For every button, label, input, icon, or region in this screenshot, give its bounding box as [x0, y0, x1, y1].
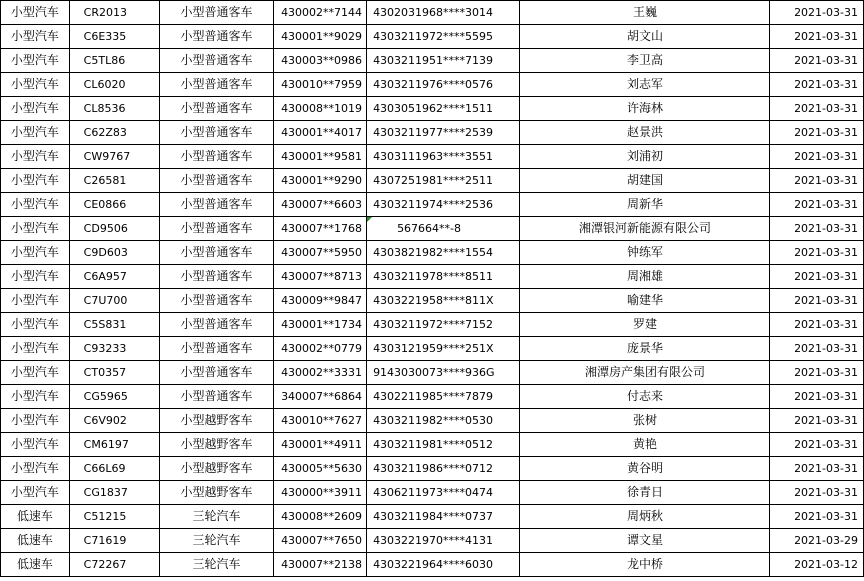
owner-id-cell[interactable]: 4303221964****6030 — [367, 553, 520, 577]
date-cell[interactable]: 2021-03-31 — [770, 25, 864, 49]
owner-id-cell[interactable]: 4303221970****4131 — [367, 529, 520, 553]
date-cell[interactable]: 2021-03-31 — [770, 1, 864, 25]
date-cell[interactable]: 2021-03-31 — [770, 385, 864, 409]
owner-id-cell[interactable]: 4303211974****2536 — [367, 193, 520, 217]
owner-name-cell[interactable]: 湘潭房产集团有限公司 — [520, 361, 770, 385]
date-cell[interactable]: 2021-03-31 — [770, 289, 864, 313]
area-code-cell[interactable]: 430001**4911 — [274, 433, 367, 457]
vehicle-model-cell[interactable]: 小型普通客车 — [159, 241, 273, 265]
vehicle-type-cell[interactable]: 低速车 — [1, 553, 70, 577]
table-row — [1, 289, 864, 313]
table-row — [1, 145, 864, 169]
area-code-cell[interactable]: 430010**7627 — [274, 409, 367, 433]
owner-name-cell[interactable]: 张树 — [520, 409, 770, 433]
vehicle-type-cell[interactable]: 小型汽车 — [1, 121, 70, 145]
area-code-cell[interactable]: 340007**6864 — [274, 385, 367, 409]
owner-id-cell[interactable]: 4303211951****7139 — [367, 49, 520, 73]
owner-name-cell[interactable]: 谭文星 — [520, 529, 770, 553]
vehicle-type-cell[interactable]: 小型汽车 — [1, 1, 70, 25]
vehicle-model-cell[interactable]: 小型越野客车 — [159, 457, 273, 481]
date-cell[interactable]: 2021-03-31 — [770, 457, 864, 481]
vehicle-model-cell[interactable]: 小型普通客车 — [159, 313, 273, 337]
plate-number-cell[interactable]: CE0866 — [69, 193, 159, 217]
owner-name-cell[interactable]: 徐青日 — [520, 481, 770, 505]
owner-id-cell[interactable]: 4303211982****0530 — [367, 409, 520, 433]
plate-number-cell[interactable]: C6A957 — [69, 265, 159, 289]
plate-number-cell[interactable]: CM6197 — [69, 433, 159, 457]
vehicle-model-cell[interactable]: 小型普通客车 — [159, 169, 273, 193]
vehicle-type-cell[interactable]: 小型汽车 — [1, 385, 70, 409]
date-cell[interactable]: 2021-03-31 — [770, 481, 864, 505]
plate-number-cell[interactable]: C5TL86 — [69, 49, 159, 73]
area-code-cell[interactable]: 430002**0779 — [274, 337, 367, 361]
date-cell[interactable]: 2021-03-29 — [770, 529, 864, 553]
vehicle-model-cell[interactable]: 三轮汽车 — [159, 505, 273, 529]
table-row — [1, 505, 864, 529]
owner-id-cell[interactable]: 567664**-8 — [367, 217, 520, 241]
plate-number-cell[interactable]: C72267 — [69, 553, 159, 577]
vehicle-model-cell[interactable]: 三轮汽车 — [159, 529, 273, 553]
vehicle-type-cell[interactable]: 小型汽车 — [1, 145, 70, 169]
vehicle-model-cell[interactable]: 小型普通客车 — [159, 217, 273, 241]
table-row — [1, 385, 864, 409]
date-cell[interactable]: 2021-03-31 — [770, 73, 864, 97]
area-code-cell[interactable]: 430001**9029 — [274, 25, 367, 49]
table-row — [1, 241, 864, 265]
vehicle-type-cell[interactable]: 小型汽车 — [1, 25, 70, 49]
vehicle-model-cell[interactable]: 小型普通客车 — [159, 289, 273, 313]
table-row — [1, 337, 864, 361]
owner-id-cell[interactable]: 4302031968****3014 — [367, 1, 520, 25]
plate-number-cell[interactable]: C7U700 — [69, 289, 159, 313]
date-cell[interactable]: 2021-03-31 — [770, 121, 864, 145]
vehicle-type-cell[interactable]: 小型汽车 — [1, 241, 70, 265]
vehicle-model-cell[interactable]: 小型越野客车 — [159, 481, 273, 505]
owner-id-cell[interactable]: 4303211986****0712 — [367, 457, 520, 481]
area-code-cell[interactable]: 430003**0986 — [274, 49, 367, 73]
date-cell[interactable]: 2021-03-31 — [770, 217, 864, 241]
vehicle-type-cell[interactable]: 小型汽车 — [1, 73, 70, 97]
area-code-cell[interactable]: 430001**9581 — [274, 145, 367, 169]
vehicle-model-cell[interactable]: 小型普通客车 — [159, 73, 273, 97]
plate-number-cell[interactable]: C62Z83 — [69, 121, 159, 145]
date-cell[interactable]: 2021-03-31 — [770, 313, 864, 337]
owner-id-cell[interactable]: 9143030073****936G — [367, 361, 520, 385]
table-row — [1, 49, 864, 73]
area-code-cell[interactable]: 430009**9847 — [274, 289, 367, 313]
owner-id-cell[interactable]: 4303211981****0512 — [367, 433, 520, 457]
vehicle-model-cell[interactable]: 小型普通客车 — [159, 25, 273, 49]
table-row — [1, 169, 864, 193]
vehicle-model-cell[interactable]: 小型越野客车 — [159, 409, 273, 433]
date-cell[interactable]: 2021-03-31 — [770, 265, 864, 289]
date-cell[interactable]: 2021-03-31 — [770, 361, 864, 385]
table-row — [1, 193, 864, 217]
vehicle-type-cell[interactable]: 小型汽车 — [1, 433, 70, 457]
vehicle-model-cell[interactable]: 小型普通客车 — [159, 1, 273, 25]
owner-name-cell[interactable]: 周湘雄 — [520, 265, 770, 289]
vehicle-type-cell[interactable]: 低速车 — [1, 505, 70, 529]
owner-name-cell[interactable]: 湘潭银河新能源有限公司 — [520, 217, 770, 241]
owner-name-cell[interactable]: 周炳秋 — [520, 505, 770, 529]
table-row — [1, 481, 864, 505]
vehicle-type-cell[interactable]: 小型汽车 — [1, 49, 70, 73]
table-row — [1, 529, 864, 553]
vehicle-type-cell[interactable]: 小型汽车 — [1, 481, 70, 505]
owner-name-cell[interactable]: 罗建 — [520, 313, 770, 337]
table-row — [1, 265, 864, 289]
owner-name-cell[interactable]: 付志来 — [520, 385, 770, 409]
vehicle-type-cell[interactable]: 小型汽车 — [1, 361, 70, 385]
date-cell[interactable]: 2021-03-31 — [770, 409, 864, 433]
owner-name-cell[interactable]: 钟练军 — [520, 241, 770, 265]
table-row — [1, 313, 864, 337]
plate-number-cell[interactable]: CG1837 — [69, 481, 159, 505]
owner-name-cell[interactable]: 周新华 — [520, 193, 770, 217]
owner-id-cell[interactable]: 4303211977****2539 — [367, 121, 520, 145]
owner-id-cell[interactable]: 4303221958****811X — [367, 289, 520, 313]
table-row — [1, 433, 864, 457]
area-code-cell[interactable]: 430001**9290 — [274, 169, 367, 193]
owner-id-cell[interactable]: 4303111963****3551 — [367, 145, 520, 169]
date-cell[interactable]: 2021-03-31 — [770, 241, 864, 265]
plate-number-cell[interactable]: CD9506 — [69, 217, 159, 241]
vehicle-type-cell[interactable]: 小型汽车 — [1, 217, 70, 241]
table-row — [1, 97, 864, 121]
owner-id-cell[interactable]: 4303051962****1511 — [367, 97, 520, 121]
owner-id-cell[interactable]: 4307251981****2511 — [367, 169, 520, 193]
plate-number-cell[interactable]: C6V902 — [69, 409, 159, 433]
owner-id-cell[interactable]: 4303211972****5595 — [367, 25, 520, 49]
table-row — [1, 409, 864, 433]
owner-id-cell[interactable]: 4303211976****0576 — [367, 73, 520, 97]
plate-number-cell[interactable]: CL8536 — [69, 97, 159, 121]
owner-name-cell[interactable]: 胡文山 — [520, 25, 770, 49]
date-cell[interactable]: 2021-03-31 — [770, 169, 864, 193]
area-code-cell[interactable]: 430010**7959 — [274, 73, 367, 97]
vehicle-model-cell[interactable]: 小型普通客车 — [159, 97, 273, 121]
owner-name-cell[interactable]: 庞景华 — [520, 337, 770, 361]
owner-name-cell[interactable]: 黄艳 — [520, 433, 770, 457]
owner-name-cell[interactable]: 赵景洪 — [520, 121, 770, 145]
vehicle-model-cell[interactable]: 小型普通客车 — [159, 145, 273, 169]
owner-name-cell[interactable]: 李卫高 — [520, 49, 770, 73]
area-code-cell[interactable]: 430002**7144 — [274, 1, 367, 25]
area-code-cell[interactable]: 430007**1768 — [274, 217, 367, 241]
date-cell[interactable]: 2021-03-31 — [770, 193, 864, 217]
date-cell[interactable]: 2021-03-31 — [770, 49, 864, 73]
owner-id-cell[interactable]: 4306211973****0474 — [367, 481, 520, 505]
area-code-cell[interactable]: 430002**3331 — [274, 361, 367, 385]
vehicle-type-cell[interactable]: 小型汽车 — [1, 337, 70, 361]
date-cell[interactable]: 2021-03-31 — [770, 433, 864, 457]
table-row — [1, 25, 864, 49]
owner-id-cell[interactable]: 4303121959****251X — [367, 337, 520, 361]
vehicle-model-cell[interactable]: 小型普通客车 — [159, 361, 273, 385]
owner-name-cell[interactable]: 王巍 — [520, 1, 770, 25]
vehicle-type-cell[interactable]: 小型汽车 — [1, 409, 70, 433]
vehicle-model-cell[interactable]: 小型普通客车 — [159, 49, 273, 73]
area-code-cell[interactable]: 430001**4017 — [274, 121, 367, 145]
area-code-cell[interactable]: 430007**7650 — [274, 529, 367, 553]
vehicle-type-cell[interactable]: 小型汽车 — [1, 193, 70, 217]
area-code-cell[interactable]: 430008**1019 — [274, 97, 367, 121]
owner-name-cell[interactable]: 刘浦初 — [520, 145, 770, 169]
plate-number-cell[interactable]: C71619 — [69, 529, 159, 553]
date-cell[interactable]: 2021-03-31 — [770, 505, 864, 529]
table-row — [1, 457, 864, 481]
vehicle-model-cell[interactable]: 小型普通客车 — [159, 385, 273, 409]
vehicle-model-cell[interactable]: 小型普通客车 — [159, 337, 273, 361]
area-code-cell[interactable]: 430007**5950 — [274, 241, 367, 265]
plate-number-cell[interactable]: CG5965 — [69, 385, 159, 409]
owner-name-cell[interactable]: 胡建国 — [520, 169, 770, 193]
vehicle-type-cell[interactable]: 小型汽车 — [1, 313, 70, 337]
area-code-cell[interactable]: 430008**2609 — [274, 505, 367, 529]
area-code-cell[interactable]: 430007**2138 — [274, 553, 367, 577]
vehicle-type-cell[interactable]: 小型汽车 — [1, 97, 70, 121]
date-cell[interactable]: 2021-03-12 — [770, 553, 864, 577]
plate-number-cell[interactable]: C51215 — [69, 505, 159, 529]
area-code-cell[interactable]: 430007**6603 — [274, 193, 367, 217]
area-code-cell[interactable]: 430000**3911 — [274, 481, 367, 505]
table-row — [1, 1, 864, 25]
owner-name-cell[interactable]: 黄谷明 — [520, 457, 770, 481]
plate-number-cell[interactable]: CR2013 — [69, 1, 159, 25]
owner-id-cell[interactable]: 4303211972****7152 — [367, 313, 520, 337]
area-code-cell[interactable]: 430007**8713 — [274, 265, 367, 289]
vehicle-type-cell[interactable]: 小型汽车 — [1, 265, 70, 289]
owner-name-cell[interactable]: 喻建华 — [520, 289, 770, 313]
table-row — [1, 73, 864, 97]
plate-number-cell[interactable]: C66L69 — [69, 457, 159, 481]
table-row — [1, 121, 864, 145]
table-row — [1, 361, 864, 385]
vehicle-type-cell[interactable]: 小型汽车 — [1, 457, 70, 481]
owner-id-cell[interactable]: 4302211985****7879 — [367, 385, 520, 409]
table-row — [1, 217, 864, 241]
area-code-cell[interactable]: 430005**5630 — [274, 457, 367, 481]
owner-name-cell[interactable]: 龙中桥 — [520, 553, 770, 577]
vehicle-model-cell[interactable]: 小型普通客车 — [159, 193, 273, 217]
vehicle-model-cell[interactable]: 小型普通客车 — [159, 121, 273, 145]
vehicle-type-cell[interactable]: 小型汽车 — [1, 289, 70, 313]
date-cell[interactable]: 2021-03-31 — [770, 337, 864, 361]
table-body — [1, 1, 864, 577]
owner-name-cell[interactable]: 许海林 — [520, 97, 770, 121]
vehicle-model-cell[interactable]: 小型普通客车 — [159, 265, 273, 289]
owner-name-cell[interactable]: 刘志军 — [520, 73, 770, 97]
plate-number-cell[interactable]: C9D603 — [69, 241, 159, 265]
plate-number-cell[interactable]: CL6020 — [69, 73, 159, 97]
table-row — [1, 553, 864, 577]
vehicle-model-cell[interactable]: 小型越野客车 — [159, 433, 273, 457]
plate-number-cell[interactable]: C26581 — [69, 169, 159, 193]
owner-id-cell[interactable]: 4303821982****1554 — [367, 241, 520, 265]
date-cell[interactable]: 2021-03-31 — [770, 145, 864, 169]
plate-number-cell[interactable]: C5S831 — [69, 313, 159, 337]
owner-id-cell[interactable]: 4303211978****8511 — [367, 265, 520, 289]
plate-number-cell[interactable]: CT0357 — [69, 361, 159, 385]
plate-number-cell[interactable]: C93233 — [69, 337, 159, 361]
area-code-cell[interactable]: 430001**1734 — [274, 313, 367, 337]
vehicle-model-cell[interactable]: 三轮汽车 — [159, 553, 273, 577]
plate-number-cell[interactable]: C6E335 — [69, 25, 159, 49]
vehicle-type-cell[interactable]: 低速车 — [1, 529, 70, 553]
owner-id-cell[interactable]: 4303211984****0737 — [367, 505, 520, 529]
plate-number-cell[interactable]: CW9767 — [69, 145, 159, 169]
vehicle-type-cell[interactable]: 小型汽车 — [1, 169, 70, 193]
date-cell[interactable]: 2021-03-31 — [770, 97, 864, 121]
